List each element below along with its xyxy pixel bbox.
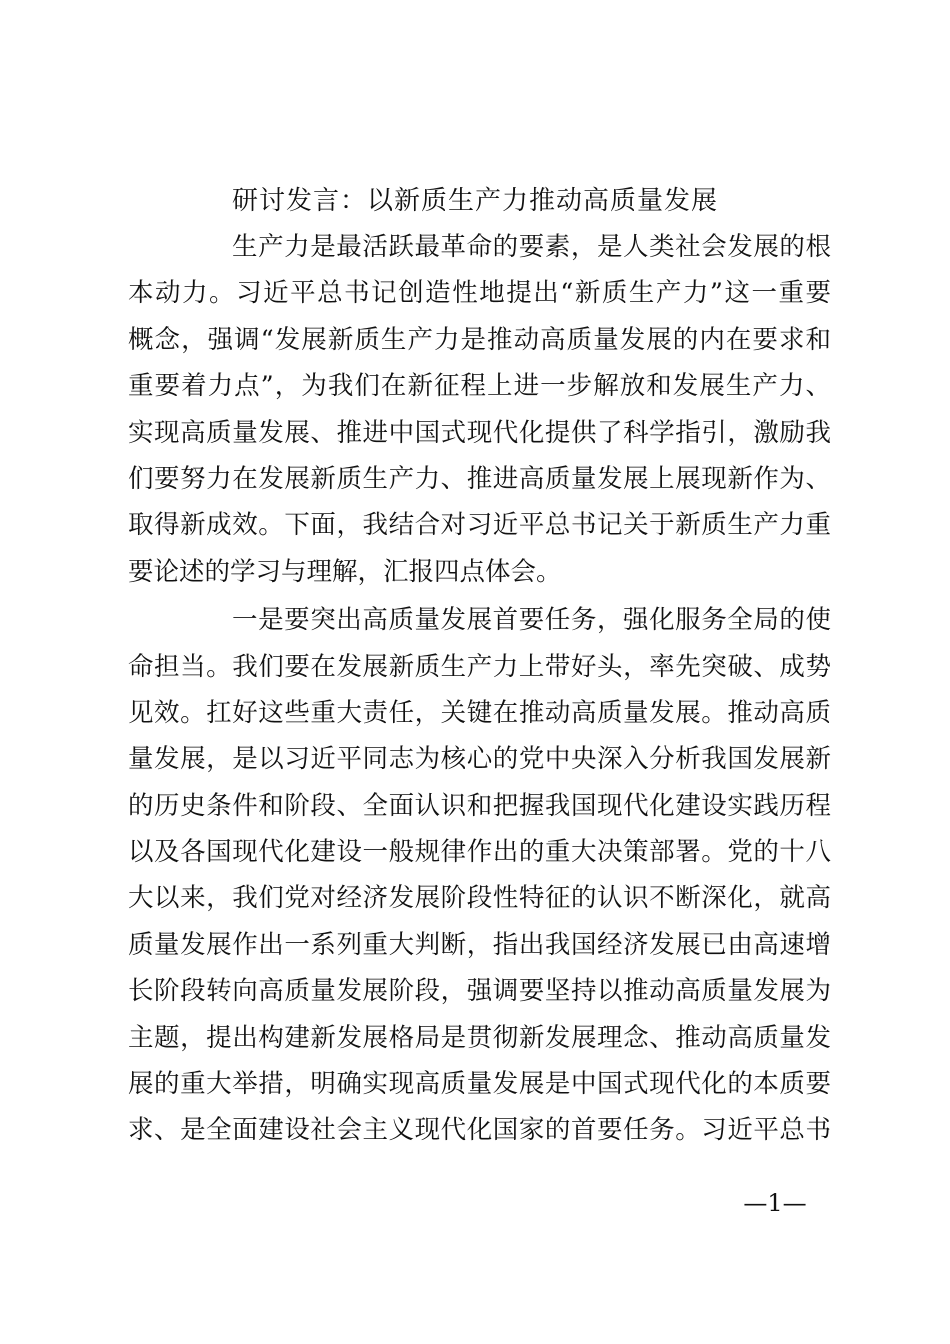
text-line: 大以来，我们党对经济发展阶段性特征的认识不断深化，就高 <box>128 883 831 914</box>
text-line: 本动力。习近平总书记创造性地提出“新质生产力”这一重要 <box>128 278 831 309</box>
paragraph-point-one <box>128 597 831 1154</box>
text-line: 主题，提出构建新发展格局是贯彻新发展理念、推动高质量发 <box>128 1022 831 1053</box>
text-line: 长阶段转向高质量发展阶段，强调要坚持以推动高质量发展为 <box>128 976 831 1007</box>
page-number: —1— <box>743 1189 807 1217</box>
text-line: 生产力是最活跃最革命的要素，是人类社会发展的根 <box>232 232 831 262</box>
document-title: 研讨发言：以新质生产力推动高质量发展 <box>231 186 718 216</box>
text-line: 一是要突出高质量发展首要任务，强化服务全局的使 <box>232 605 831 636</box>
text-line: 展的重大举措，明确实现高质量发展是中国式现代化的本质要 <box>128 1069 831 1100</box>
text-line: 质量发展作出一系列重大判断，指出我国经济发展已由高速增 <box>128 929 831 960</box>
paragraph-intro <box>128 224 831 595</box>
text-line: 实现高质量发展、推进中国式现代化提供了科学指引，激励我 <box>128 417 831 448</box>
text-line: 见效。扛好这些重大责任，关键在推动高质量发展。推动高质 <box>128 697 831 728</box>
text-line: 要论述的学习与理解，汇报四点体会。 <box>128 556 562 587</box>
text-line: 取得新成效。下面，我结合对习近平总书记关于新质生产力重 <box>128 510 831 541</box>
text-line: 重要着力点”，为我们在新征程上进一步解放和发展生产力、 <box>128 371 831 402</box>
text-line: 概念，强调“发展新质生产力是推动高质量发展的内在要求和 <box>128 324 831 355</box>
text-line: 们要努力在发展新质生产力、推进高质量发展上展现新作为、 <box>128 463 831 494</box>
text-line: 量发展，是以习近平同志为核心的党中央深入分析我国发展新 <box>128 744 831 775</box>
text-line: 命担当。我们要在发展新质生产力上带好头，率先突破、成势 <box>128 651 831 682</box>
text-line: 求、是全面建设社会主义现代化国家的首要任务。习近平总书 <box>128 1115 831 1146</box>
document-body <box>128 224 831 1154</box>
text-line: 以及各国现代化建设一般规律作出的重大决策部署。党的十八 <box>128 837 831 868</box>
text-line: 的历史条件和阶段、全面认识和把握我国现代化建设实践历程 <box>128 790 831 821</box>
